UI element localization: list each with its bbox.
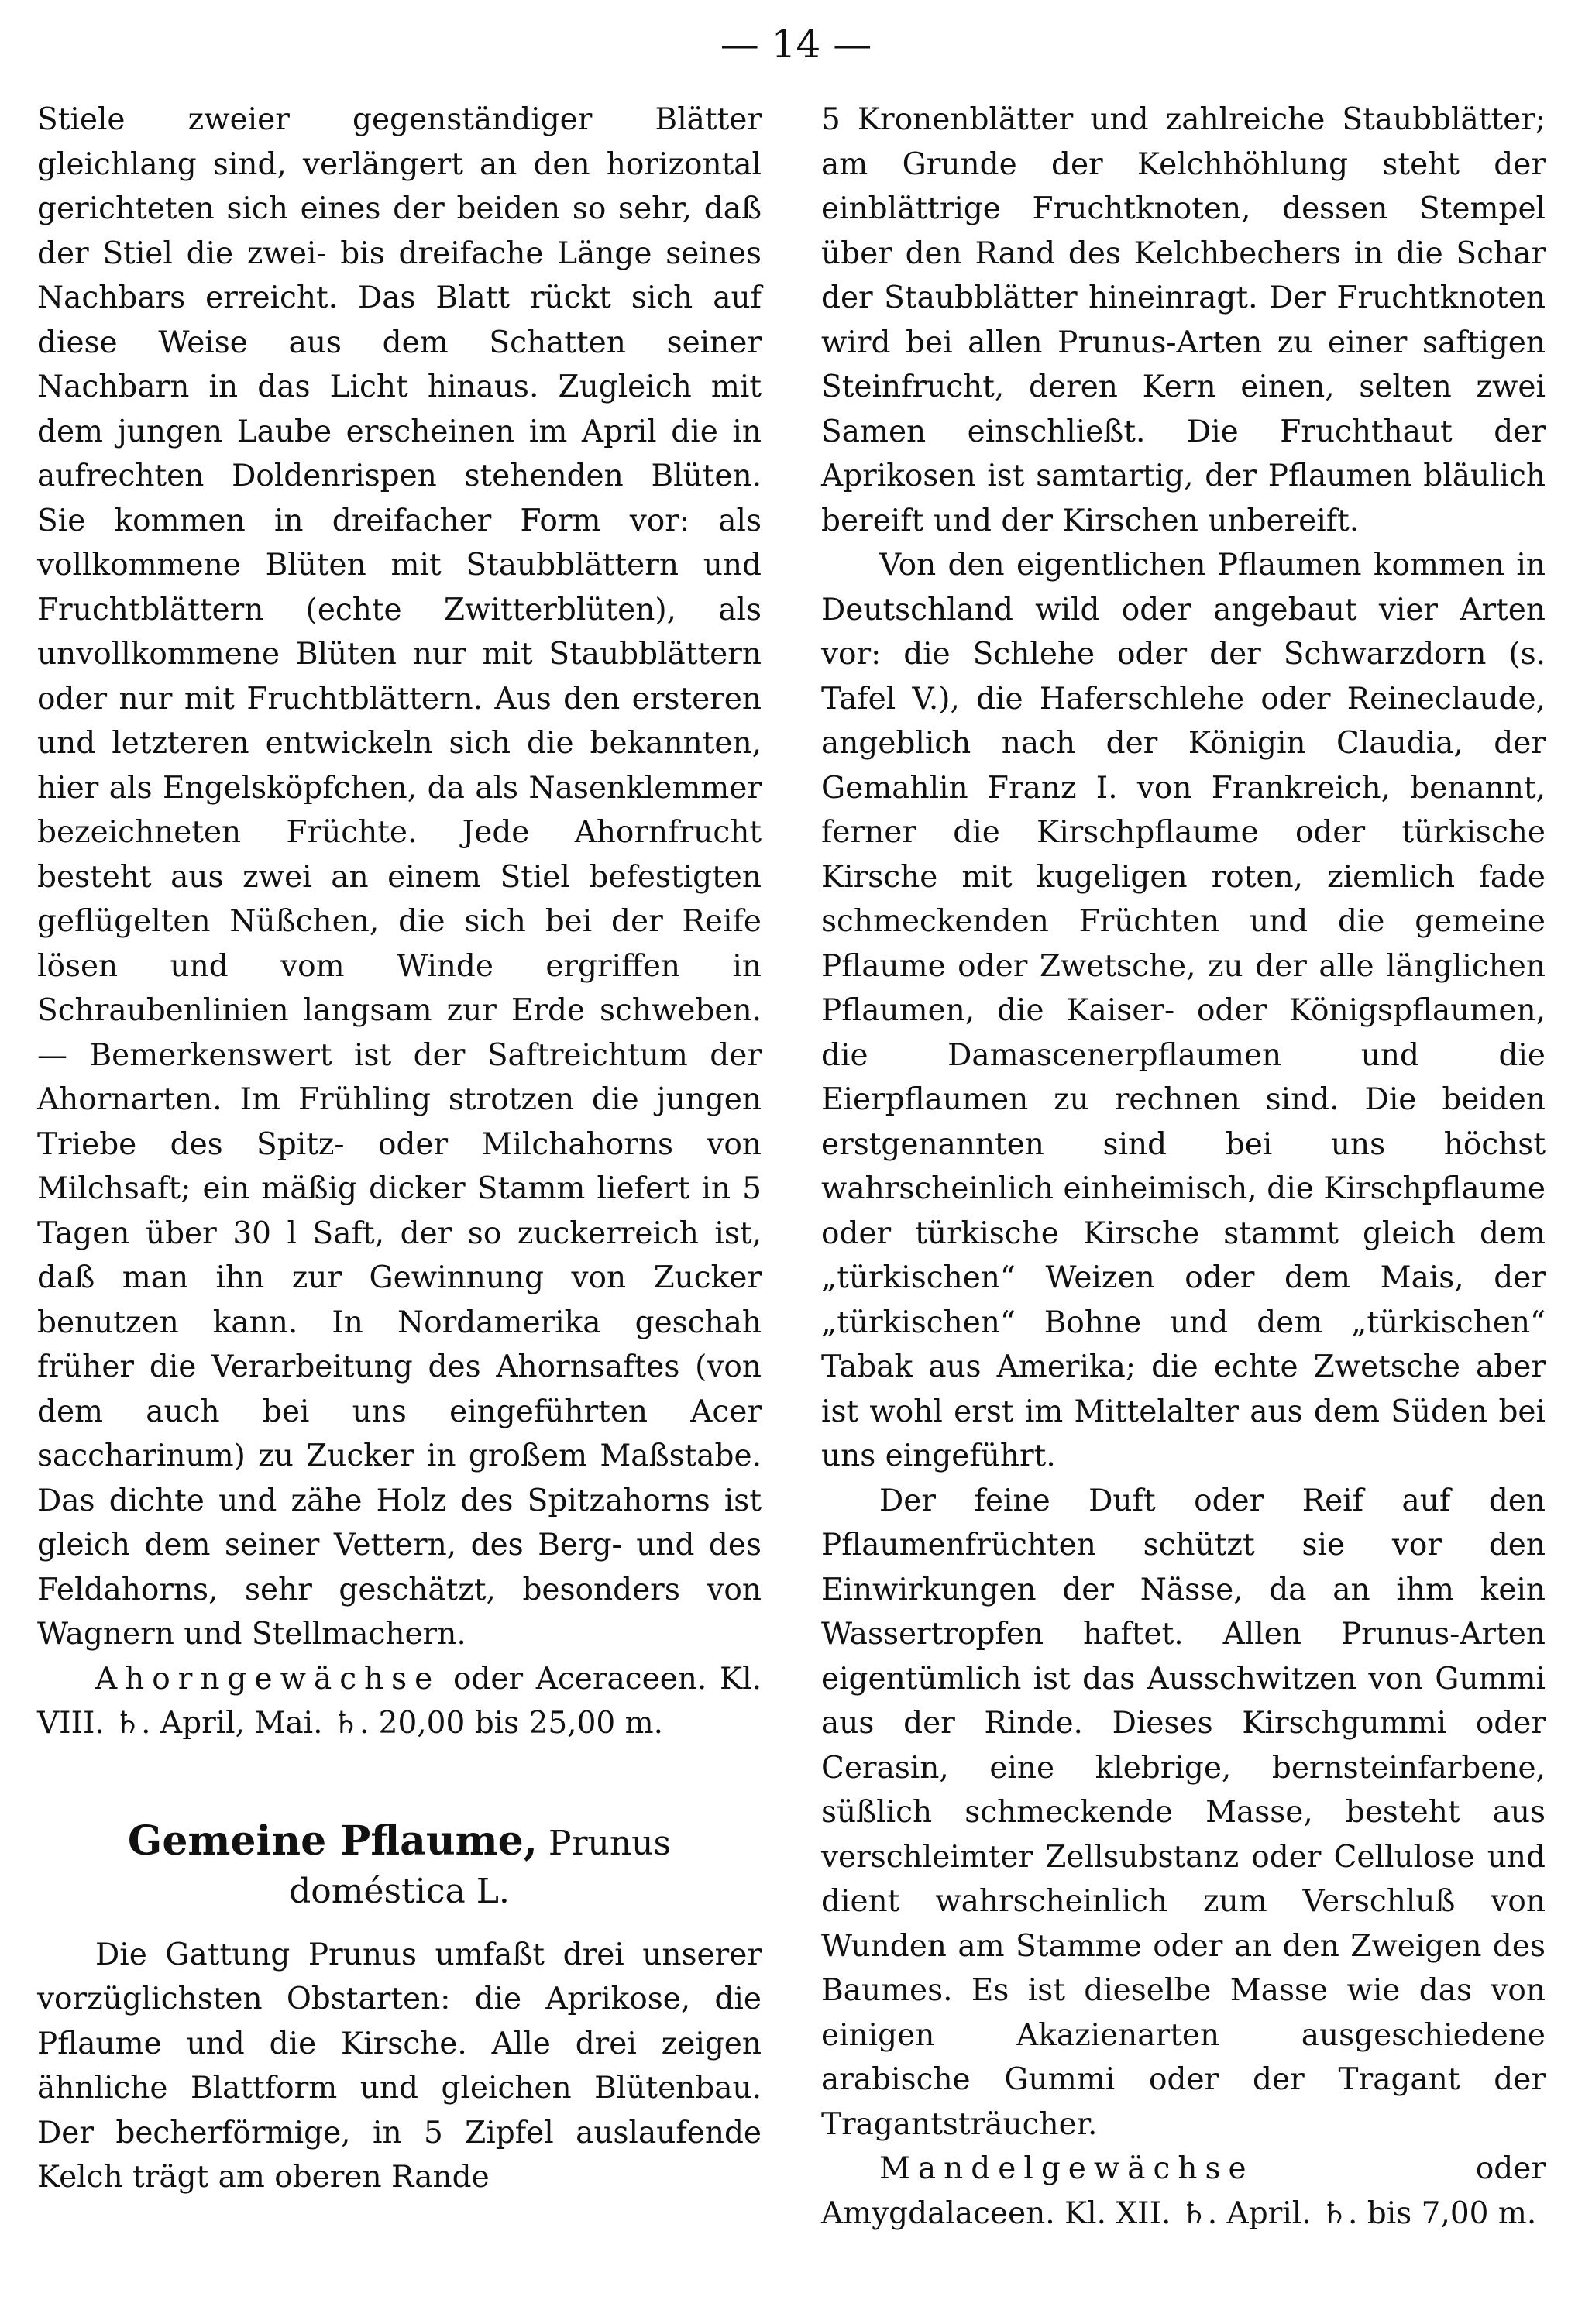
section-heading [37,1817,762,1916]
paragraph-plum-species: Von den eigentlichen Pflaumen kommen in Deutschland wild oder angebaut vier Arten vor: die Schlehe oder der Schwarzdorn (s. Tafel V.), die Haferschlehe oder Reineclaude, angeblich nach der Königin Claudia, der Gemahlin Franz I. von Frankreich, benannt, ferner die Kirschpflaume oder türkische Kirsche mit kugeligen roten, ziemlich fade schmeckenden Früchten und die gemeine Pflaume oder Zwetsche, zu der alle länglichen Pflaumen, die Kaiser- oder Königspflaumen, die Damascenerpflaumen und die Eierpflaumen zu rechnen sind. Die beiden erstgenannten sind bei uns höchst wahrscheinlich einheimisch, die Kirschpflaume oder türkische Kirsche stammt gleich dem „türkischen“ Weizen oder dem Mais, der „türkischen“ Bohne und dem „türkischen“ Tabak aus Amerika; die echte Zwetsche aber ist wohl erst im Mittelalter aus dem Süden bei uns eingeführt. [821,548,1546,1473]
paragraph-maple-continuation: Stiele zweier gegenständiger Blätter gleichlang sind, verlängert an den horizontal gerichteten sich eines der beiden so sehr, daß der Stiel die zwei- bis dreifache Länge seines Nachbars erreicht. Das Blatt rückt sich auf diese Weise aus dem Schatten seiner Nachbarn in das Licht hinaus. Zugleich mit dem jungen Laube erscheinen im April die in aufrechten Doldenrispen stehenden Blüten. Sie kommen in dreifacher Form vor: als vollkommene Blüten mit Staubblättern und Fruchtblättern (echte Zwitterblüten), als unvollkommene Blüten nur mit Staubblättern oder nur mit Fruchtblättern. Aus den ersteren und letzteren entwickeln sich die bekannten, hier als Engelsköpfchen, da als Nasenklemmer bezeichneten Früchte. Jede Ahornfrucht besteht aus zwei an einem Stiel befestigten geflügelten Nüßchen, die sich bei der Reife lösen und vom Winde ergriffen in Schraubenlinien langsam zur Erde schweben. — Bemerkenswert ist der Saftreichtum der Ahornarten. Im Frühling strotzen die jungen Triebe des Spitz- oder Milchahorns von Milchsaft; ein mäßig dicker Stamm liefert in 5 Tagen über 30 l Saft, der so zuckerreich ist, daß man ihn zur Gewinnung von Zucker benutzen kann. In Nordamerika geschah früher die Verarbeitung des Ahornsaftes (von dem auch bei uns eingeführten Acer saccharinum) zu Zucker in großem Maßstabe. Das dichte und zähe Holz des Spitzahorns ist gleich dem seiner Vettern, des Berg- und des Feldahorns, sehr geschätzt, besonders von Wagnern und Stellmachern. [37,102,762,1652]
classification-text: oder Aceraceen. Kl. VIII. ♄. April, Mai. ♄. 20,00 bis 25,00 m. [37,1661,762,1741]
heading-latin-name: Prunus doméstica L. [289,1823,672,1911]
classification-label: Ahorngewächse [95,1661,441,1697]
right-column [821,98,1546,2236]
classification-amygdalaceae [821,2147,1546,2236]
paragraph-flower-structure: 5 Kronenblätter und zahlreiche Staubblätter; am Grunde der Kelchhöhlung steht der einblättrige Fruchtknoten, dessen Stempel über den Rand des Kelchbechers in die Schar der Staubblätter hineinragt. Der Fruchtknoten wird bei allen Prunus-Arten zu einer saftigen Steinfrucht, deren Kern einen, selten zwei Samen einschließt. Die Fruchthaut der Aprikosen ist samtartig, der Pflaumen bläulich bereift und der Kirschen unbereift. [821,102,1546,538]
left-column [37,98,762,2200]
heading-common-name: Gemeine Pflaume, [127,1817,538,1865]
classification-aceraceae [37,1657,762,1746]
classification-label: Mandelgewächse [879,2151,1254,2186]
paragraph-prunus-intro: Die Gattung Prunus umfaßt drei unserer vorzüglichsten Obstarten: die Aprikose, die Pflaume und die Kirsche. Alle drei zeigen ähnliche Blattform und gleichen Blütenbau. Der becherförmige, in 5 Zipfel auslaufende Kelch trägt am oberen Rande [37,1937,762,2195]
paragraph-plum-bloom-gum: Der feine Duft oder Reif auf den Pflaumenfrüchten schützt sie vor den Einwirkungen der Nässe, da an ihm kein Wassertropfen haftet. Allen Prunus-Arten eigentümlich ist das Ausschwitzen von Gummi aus der Rinde. Dieses Kirschgummi oder Cerasin, eine klebrige, bernsteinfarbene, süßlich schmeckende Masse, besteht aus verschleimter Zellsubstanz oder Cellulose und dient wahrscheinlich zum Verschluß von Wunden am Stamme oder an den Zweigen des Baumes. Es ist dieselbe Masse wie das von einigen Akazienarten ausgeschiedene arabische Gummi oder der Tragant der Tragantsträucher. [821,1483,1546,2142]
classification-text: oder Amygdalaceen. Kl. XII. ♄. April. ♄. bis 7,00 m. [821,2151,1546,2231]
page-number: — 14 — [720,22,872,67]
